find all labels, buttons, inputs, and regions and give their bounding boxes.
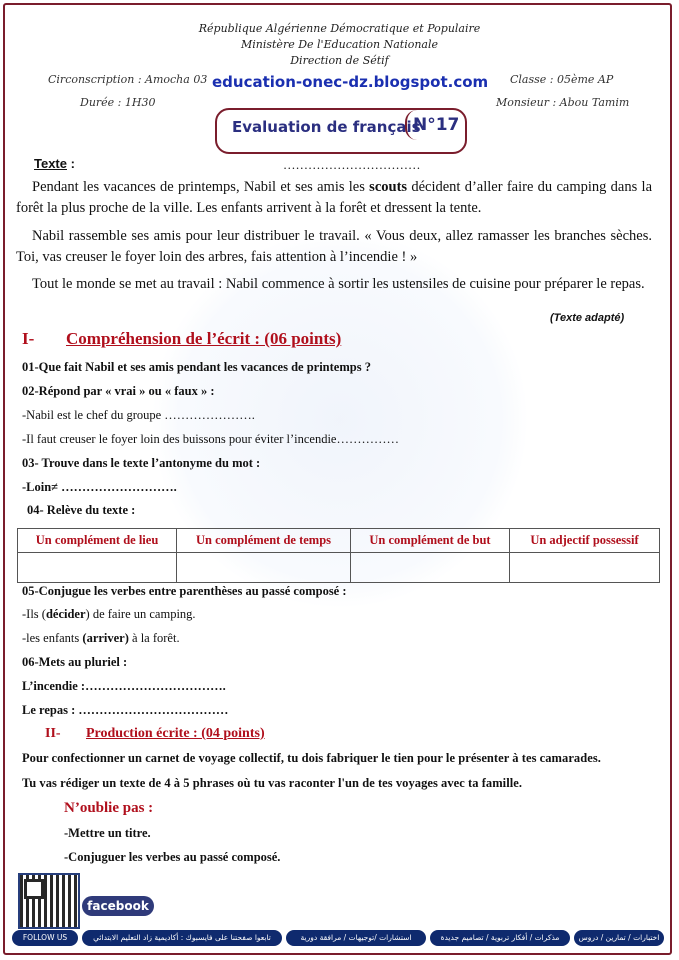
text-label-colon: : [67,156,75,171]
q5a-verb: décider [45,607,86,621]
p1-part-a: Pendant les vacances de printemps, Nabil et ses amis les [32,179,370,195]
text-paragraph-2: Nabil rassemble ses amis pour leur distribuer le travail. « Vous deux, allez ramasser les branches sèches. Toi, vas creuser le foyer loin des arbres, fais attention à l’incendie ! » [16,228,652,265]
q5b-verb: (arriver) [82,631,129,645]
table-answer-row [18,553,660,583]
text-source: (Texte adapté) [550,312,625,324]
table-answer-cell[interactable] [351,553,510,583]
site-link[interactable]: education-onec-dz.blogspot.com [212,73,489,91]
reminder-1: -Mettre un titre. [64,826,151,840]
q6: 06-Mets au pluriel : [22,655,128,669]
section1-title: Compréhension de l’écrit : (06 points) [66,329,342,348]
q1: 01-Que fait Nabil et ses amis pendant les vacances de printemps ? [22,360,371,374]
q2b: -Il faut creuser le foyer loin des buissons pour éviter l’incendie…………… [22,432,399,446]
q2: 02-Répond par « vrai » ou « faux » : [22,384,215,398]
follow-us-button[interactable]: FOLLOW US [12,930,78,946]
production-line-1: Pour confectionner un carnet de voyage collectif, tu dois fabriquer le tien pour le présenter à tes camarades. [22,751,601,765]
header-republic: République Algérienne Démocratique et Populaire [198,22,481,35]
footer-bar [10,928,665,948]
releve-table [17,528,660,583]
evaluation-title: Evaluation de français [232,118,421,136]
qr-code-icon[interactable] [18,873,80,929]
footer-pill-3: مذكرات / أفكار تربوية / تصاميم جديدة [430,930,570,946]
p1-bold: scouts [369,179,408,195]
table-answer-cell[interactable] [510,553,660,583]
footer-pill-4: اختبارات / تمارين / دروس [574,930,664,946]
q6b: Le repas : ……………………………… [22,703,229,717]
p1-part-b: décident d’aller faire du camping dans la forêt la plus proche de la ville. Les enfants arrivent à la forêt et dressent la tente. [16,179,653,216]
q3a: -Loin≠ ………………………. [22,480,177,494]
text-label-row [34,156,75,171]
q5b-start: -les enfants [22,631,83,645]
section2-title: Production écrite : (04 points) [86,726,265,741]
qr-finder [24,879,44,899]
text-paragraph-1 [16,177,652,219]
table-header-cell: Un complément de but [351,529,510,553]
section2-title-row [86,726,265,742]
q3: 03- Trouve dans le texte l’antonyme du mot : [22,456,261,470]
header-direction: Direction de Sétif [290,54,389,67]
q5: 05-Conjugue les verbes entre parenthèses au passé composé : [22,584,347,598]
classe: Classe : 05ème AP [510,73,614,86]
q4: 04- Relève du texte : [27,503,136,517]
q5a [22,607,196,622]
reminder-2: -Conjuguer les verbes au passé composé. [64,850,281,864]
facebook-button[interactable]: facebook [82,896,154,916]
reminder-title: N’oublie pas : [64,800,154,816]
table-answer-cell[interactable] [18,553,177,583]
table-answer-cell[interactable] [177,553,351,583]
circonscription: Circonscription : Amocha 03 [48,73,208,86]
table-header-cell: Un adjectif possessif [510,529,660,553]
table-header-cell: Un complément de temps [177,529,351,553]
footer-pill-1: تابعوا صفحتنا على فايسبوك : أكاديمية زاد التعليم الابتدائي [82,930,282,946]
q2a: -Nabil est le chef du groupe …………………. [22,408,255,422]
q5b [22,631,180,646]
text-title-dots: …………………………… [283,158,421,172]
table-header-cell: Un complément de lieu [18,529,177,553]
q5a-end: ) de faire un camping. [85,607,196,621]
text-label: Texte [34,156,67,171]
monsieur: Monsieur : Abou Tamim [496,96,630,109]
footer-pill-2: استشارات /توجيهات / مرافقة دورية [286,930,426,946]
section1-number: I- [22,329,35,348]
duree: Durée : 1H30 [80,96,156,109]
table-header-row [18,529,660,553]
q5b-end: à la forêt. [128,631,180,645]
q5a-start: -Ils ( [22,607,46,621]
text-paragraph-3: Tout le monde se met au travail : Nabil commence à sortir les ustensiles de cuisine pour préparer le repas. [32,276,645,292]
production-line-2: Tu vas rédiger un texte de 4 à 5 phrases où tu vas raconter l'un de tes voyages avec ta famille. [22,776,523,790]
section2-number: II- [45,726,61,741]
header-ministry: Ministère De l'Education Nationale [240,38,439,51]
q6a: L’incendie :……………………………. [22,679,226,693]
section1-title-row [66,329,341,349]
evaluation-number: N°17 [405,110,460,140]
